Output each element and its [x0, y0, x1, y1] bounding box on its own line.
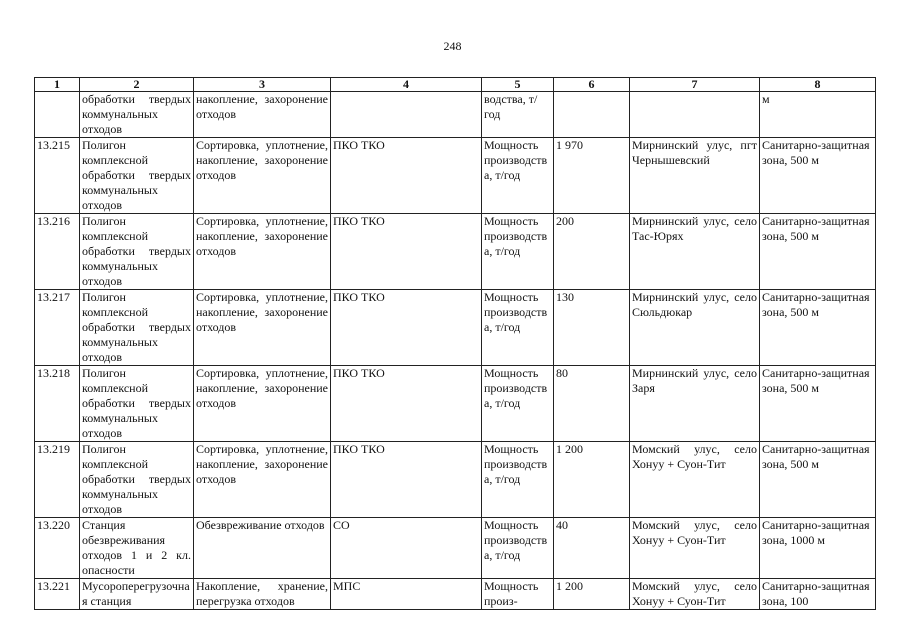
cell-zone: Санитарно-защитная зона, 500 м [760, 442, 876, 518]
cell-number: 13.219 [35, 442, 80, 518]
cell-number: 13.215 [35, 138, 80, 214]
cell-parameter: Мощность производства, т/год [482, 366, 554, 442]
table-body [35, 92, 876, 610]
header-col-1: 1 [35, 78, 80, 92]
cell-object-name: Станция обезвреживания отходов 1 и 2 кл. опасности [80, 518, 194, 579]
cell-parameter: Мощность производства, т/год [482, 138, 554, 214]
header-col-2: 2 [80, 78, 194, 92]
cell-activity: Сортировка, уплотнение, накопление, захоронение отходов [194, 138, 331, 214]
cell-parameter: Мощность производства, т/год [482, 518, 554, 579]
cell-number: 13.216 [35, 214, 80, 290]
header-col-5: 5 [482, 78, 554, 92]
header-col-6: 6 [554, 78, 630, 92]
cell-object-name: Мусороперегрузочная станция [80, 579, 194, 610]
cell-value: 1 200 [554, 579, 630, 610]
cell-parameter: Мощность производства, т/год [482, 214, 554, 290]
cell-number: 13.217 [35, 290, 80, 366]
cell-value: 200 [554, 214, 630, 290]
cell-location: Момский улус, село Хонуу + Суон-Тит [630, 518, 760, 579]
cell-zone: Санитарно-защитная зона, 500 м [760, 138, 876, 214]
cell-activity: Накопление, хранение, перегрузка отходов [194, 579, 331, 610]
cell-zone: Санитарно-защитная зона, 500 м [760, 214, 876, 290]
cell-parameter: Мощность производства, т/год [482, 290, 554, 366]
table-row [35, 366, 876, 442]
cell-object-type: СО [331, 518, 482, 579]
table-row [35, 442, 876, 518]
table-row [35, 579, 876, 610]
cell-location: Мирнинский улус, село Сюльдюкар [630, 290, 760, 366]
cell-activity: Сортировка, уплотнение, накопление, захоронение отходов [194, 366, 331, 442]
cell-zone: Санитарно-защитная зона, 100 [760, 579, 876, 610]
cell-object-type: ПКО ТКО [331, 366, 482, 442]
cell-object-name: Полигон комплексной обработки твердых коммунальных отходов [80, 214, 194, 290]
cell-object-name: Полигон комплексной обработки твердых коммунальных отходов [80, 442, 194, 518]
cell-number: 13.220 [35, 518, 80, 579]
cell-value: 80 [554, 366, 630, 442]
cell-zone: м [760, 92, 876, 138]
cell-object-type: МПС [331, 579, 482, 610]
cell-location: Мирнинский улус, пгт Чернышевский [630, 138, 760, 214]
header-col-4: 4 [331, 78, 482, 92]
header-row [35, 78, 876, 92]
cell-number: 13.221 [35, 579, 80, 610]
cell-activity: накопление, захоронение отходов [194, 92, 331, 138]
cell-object-name: обработки твердых коммунальных отходов [80, 92, 194, 138]
cell-location [630, 92, 760, 138]
cell-object-type [331, 92, 482, 138]
header-col-8: 8 [760, 78, 876, 92]
registry-table [34, 77, 876, 610]
cell-location: Мирнинский улус, село Тас-Юрях [630, 214, 760, 290]
table-row [35, 138, 876, 214]
cell-activity: Сортировка, уплотнение, накопление, захоронение отходов [194, 290, 331, 366]
header-col-7: 7 [630, 78, 760, 92]
cell-activity: Обезвреживание отходов [194, 518, 331, 579]
table-row [35, 214, 876, 290]
cell-object-name: Полигон комплексной обработки твердых коммунальных отходов [80, 366, 194, 442]
table-row [35, 290, 876, 366]
page-number: 248 [443, 39, 462, 53]
table-header [35, 78, 876, 92]
cell-number [35, 92, 80, 138]
cell-value [554, 92, 630, 138]
cell-object-type: ПКО ТКО [331, 214, 482, 290]
header-col-3: 3 [194, 78, 331, 92]
cell-value: 40 [554, 518, 630, 579]
cell-activity: Сортировка, уплотнение, накопление, захоронение отходов [194, 214, 331, 290]
cell-location: Мирнинский улус, село Заря [630, 366, 760, 442]
cell-object-type: ПКО ТКО [331, 290, 482, 366]
cell-object-name: Полигон комплексной обработки твердых коммунальных отходов [80, 290, 194, 366]
cell-zone: Санитарно-защитная зона, 1000 м [760, 518, 876, 579]
cell-activity: Сортировка, уплотнение, накопление, захоронение отходов [194, 442, 331, 518]
cell-zone: Санитарно-защитная зона, 500 м [760, 290, 876, 366]
cell-object-type: ПКО ТКО [331, 442, 482, 518]
table-row [35, 518, 876, 579]
cell-number: 13.218 [35, 366, 80, 442]
cell-value: 1 970 [554, 138, 630, 214]
cell-parameter: водства, т/год [482, 92, 554, 138]
cell-value: 1 200 [554, 442, 630, 518]
cell-parameter: Мощность произ- [482, 579, 554, 610]
table-row [35, 92, 876, 138]
cell-zone: Санитарно-защитная зона, 500 м [760, 366, 876, 442]
cell-object-name: Полигон комплексной обработки твердых коммунальных отходов [80, 138, 194, 214]
cell-value: 130 [554, 290, 630, 366]
cell-object-type: ПКО ТКО [331, 138, 482, 214]
cell-parameter: Мощность производства, т/год [482, 442, 554, 518]
cell-location: Момский улус, село Хонуу + Суон-Тит [630, 579, 760, 610]
cell-location: Момский улус, село Хонуу + Суон-Тит [630, 442, 760, 518]
